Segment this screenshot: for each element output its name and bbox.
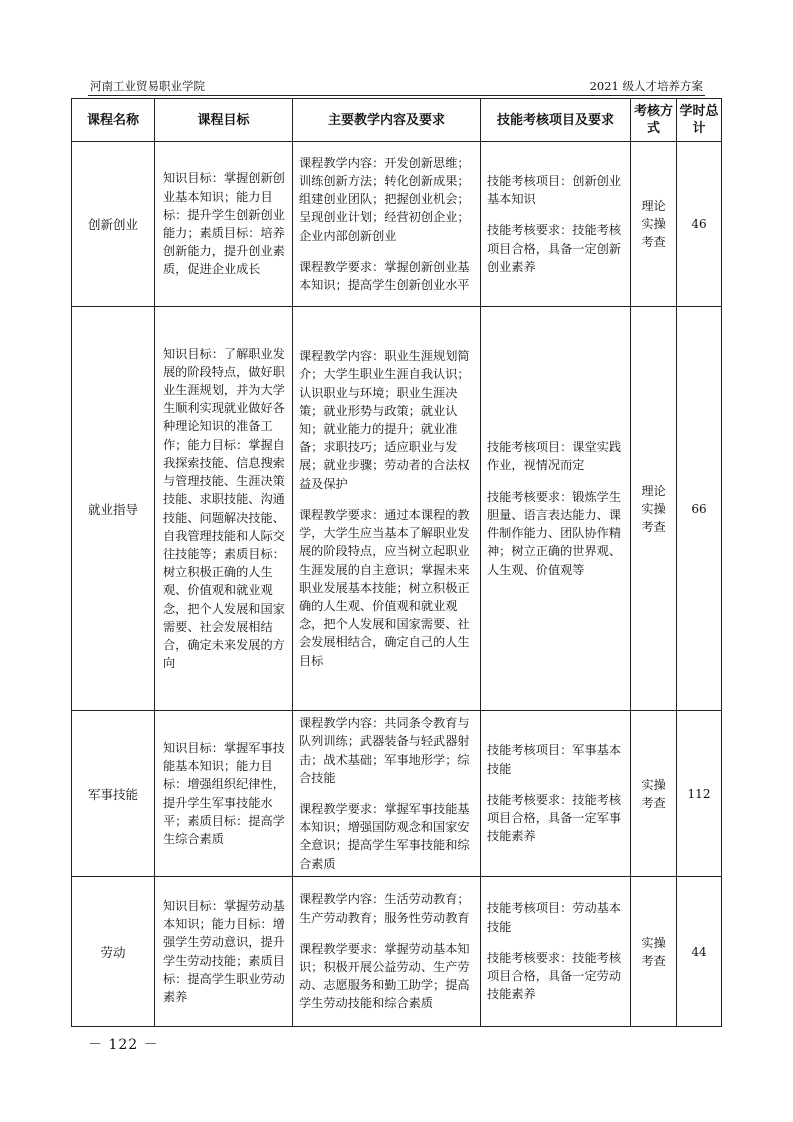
skill-item: 技能考核项目：创新创业基本知识 bbox=[487, 173, 622, 207]
table-row bbox=[72, 307, 722, 711]
content-requirements: 课程教学要求：掌握军事技能基本知识；增强国防观念和国家安全意识；提高学生军事技能和综合素质 bbox=[299, 802, 470, 871]
skill-item: 技能考核项目：课堂实践作业，视情况而定 bbox=[487, 440, 622, 473]
assessment-method bbox=[631, 711, 677, 877]
table-row bbox=[72, 711, 722, 877]
skill-requirements: 技能考核要求：技能考核项目合格，具备一定军事技能素养 bbox=[487, 792, 622, 844]
course-goal: 知识目标：掌握创新创业基本知识；能力目标：提升学生创新创业能力；素质目标：培养创新能力，提升创业素质，促进企业成长 bbox=[155, 142, 293, 307]
course-goal: 知识目标：掌握劳动基本知识；能力目标：增强学生劳动意识，提升学生劳动技能；素质目标：提高学生职业劳动素养 bbox=[155, 877, 293, 1027]
total-hours: 44 bbox=[677, 877, 722, 1027]
column-header-course-goal: 课程目标 bbox=[155, 99, 293, 142]
skill-assessment bbox=[481, 307, 631, 711]
course-name: 就业指导 bbox=[72, 307, 155, 711]
content-intro: 课程教学内容：共同条令教育与队列训练；武器装备与轻武器射击；战术基础；军事地形学；综合技能 bbox=[299, 716, 470, 785]
teaching-content bbox=[293, 142, 481, 307]
assessment-method-text: 理论 实操 考查 bbox=[641, 199, 666, 249]
assessment-method-text: 实操 考查 bbox=[641, 777, 666, 810]
course-name: 军事技能 bbox=[72, 711, 155, 877]
assessment-method bbox=[631, 142, 677, 307]
skill-requirements: 技能考核要求：锻炼学生胆量、语言表达能力、课件制作能力、团队协作精神；树立正确的世界观、人生观、价值观等 bbox=[487, 489, 622, 577]
skill-requirements: 技能考核要求：技能考核项目合格，具备一定劳动技能素养 bbox=[487, 950, 622, 1002]
column-header-total-hours: 学时总计 bbox=[677, 99, 722, 142]
institution-name: 河南工业贸易职业学院 bbox=[90, 79, 205, 93]
column-header-teaching-content: 主要教学内容及要求 bbox=[293, 99, 481, 142]
assessment-method bbox=[631, 877, 677, 1027]
page-number: － 122 － bbox=[88, 1037, 159, 1053]
teaching-content bbox=[293, 877, 481, 1027]
column-header-skill-assessment: 技能考核项目及要求 bbox=[481, 99, 631, 142]
skill-assessment bbox=[481, 711, 631, 877]
content-requirements: 课程教学要求：掌握劳动基本知识；积极开展公益劳动、生产劳动、志愿服务和勤工助学；提高学生劳动技能和综合素质 bbox=[299, 941, 470, 1011]
page-header bbox=[88, 78, 705, 96]
document-title: 2021 级人才培养方案 bbox=[589, 79, 703, 93]
skill-assessment bbox=[481, 877, 631, 1027]
skill-item: 技能考核项目：劳动基本技能 bbox=[487, 901, 622, 934]
content-intro: 课程教学内容：开发创新思维；训练创新方法；转化创新成果；组建创业团队；把握创业机会；呈现创业计划；经营初创企业；企业内部创新创业 bbox=[299, 155, 470, 243]
table-header-row bbox=[72, 99, 722, 142]
column-header-assessment-method: 考核方式 bbox=[631, 99, 677, 142]
content-intro: 课程教学内容：生活劳动教育；生产劳动教育；服务性劳动教育 bbox=[299, 892, 470, 925]
course-goal: 知识目标：掌握军事技能基本知识；能力目标：增强组织纪律性，提升学生军事技能水平；素质目标：提高学生综合素质 bbox=[155, 711, 293, 877]
content-requirements: 课程教学要求：掌握创新创业基本知识；提高学生创新创业水平 bbox=[299, 259, 470, 292]
skill-item: 技能考核项目：军事基本技能 bbox=[487, 743, 622, 776]
total-hours: 66 bbox=[677, 307, 722, 711]
course-name: 创新创业 bbox=[72, 142, 155, 307]
teaching-content bbox=[293, 307, 481, 711]
column-header-course-name: 课程名称 bbox=[72, 99, 155, 142]
skill-assessment bbox=[481, 142, 631, 307]
course-goal: 知识目标：了解职业发展的阶段特点，做好职业生涯规划，并为大学生顺利实现就业做好各种理论知识的准备工作；能力目标：掌握自我探索技能、信息搜索与管理技能、生涯决策技能、求职技能、沟通技能、问题解决技能、自我管理技能和人际交往技能等；素质目标：树立积极正确的人生观、价值观和就业观念，把个人发展和国家需要、社会发展相结合，确定未来发展的方向 bbox=[155, 307, 293, 711]
course-name: 劳动 bbox=[72, 877, 155, 1027]
total-hours: 46 bbox=[677, 142, 722, 307]
table-row bbox=[72, 877, 722, 1027]
assessment-method-text: 实操 考查 bbox=[641, 935, 666, 968]
teaching-content bbox=[293, 711, 481, 877]
content-requirements: 课程教学要求：通过本课程的教学，大学生应当基本了解职业发展的阶段特点，应当树立起职业生涯发展的自主意识；掌握未来职业发展基本技能；树立积极正确的人生观、价值观和就业观念，把个人发展和国家需要、社会发展相结合，确定自己的人生目标 bbox=[299, 507, 470, 668]
assessment-method-text: 理论 实操 考查 bbox=[641, 483, 666, 534]
skill-requirements: 技能考核要求：技能考核项目合格，具备一定创新创业素养 bbox=[487, 223, 622, 274]
table-row bbox=[72, 142, 722, 307]
assessment-method bbox=[631, 307, 677, 711]
course-plan-table bbox=[71, 98, 722, 1027]
content-intro: 课程教学内容：职业生涯规划简介；大学生职业生涯自我认识；认识职业与环境；职业生涯决策；就业形势与政策；就业认知；就业能力的提升；就业准备；求职技巧；适应职业与发展；就业步骤；劳动者的合法权益及保护 bbox=[299, 349, 470, 491]
total-hours: 112 bbox=[677, 711, 722, 877]
header-divider bbox=[88, 95, 705, 96]
